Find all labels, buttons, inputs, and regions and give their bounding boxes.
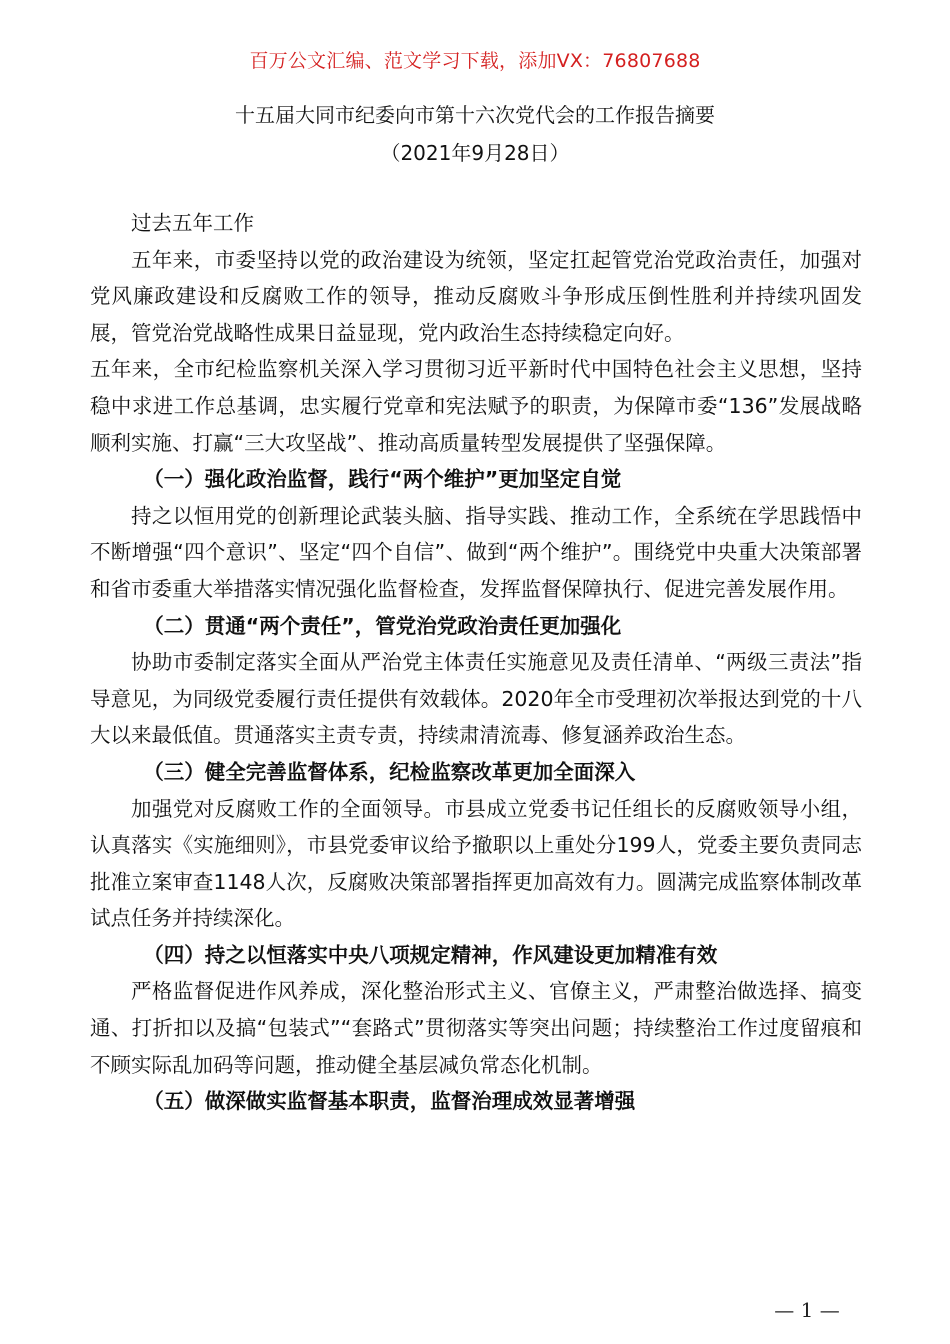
- section-heading-4: （四）持之以恒落实中央八项规定精神，作风建设更加精准有效: [143, 942, 718, 967]
- section-heading-5: （五）做深做实监督基本职责，监督治理成效显著增强: [143, 1089, 636, 1114]
- document-title: 十五届大同市纪委向市第十六次党代会的工作报告摘要: [235, 103, 715, 127]
- section-heading-2: （二）贯通“两个责任”，管党治党政治责任更加强化: [143, 613, 622, 638]
- intro-paragraph-1: 五年来，市委坚持以党的政治建设为统领，坚定扛起管党治党政治责任，加强对党风廉政建设和反腐败工作的领导，推动反腐败斗争形成压倒性胜利并持续巩固发展，管党治党战略性成果日益显现，党内政治生态持续稳定向好。: [90, 247, 862, 345]
- section-text-4: 严格监督促进作风养成，深化整治形式主义、官僚主义，严肃整治做选择、搞变通、打折扣以及搞“包装式”“套路式”贯彻落实等突出问题；持续整治工作过度留痕和不顾实际乱加码等问题，推动健全基层减负常态化机制。: [90, 979, 862, 1077]
- document-date: （2021年9月28日）: [380, 141, 570, 165]
- section-heading-1: （一）强化政治监督，践行“两个维护”更加坚定自觉: [143, 467, 622, 492]
- section-heading-3: （三）健全完善监督体系，纪检监察改革更加全面深入: [143, 759, 636, 784]
- document-body: [90, 205, 862, 1120]
- intro-paragraph-2: 五年来，全市纪检监察机关深入学习贯彻习近平新时代中国特色社会主义思想，坚持稳中求进工作总基调，忠实履行党章和宪法赋予的职责，为保障市委“136”发展战略顺利实施、打赢“三大攻坚战”、推动高质量转型发展提供了坚强保障。: [90, 357, 862, 455]
- intro-heading: 过去五年工作: [131, 211, 254, 235]
- page-number: — 1 —: [774, 1298, 840, 1322]
- section-text-3: 加强党对反腐败工作的全面领导。市县成立党委书记任组长的反腐败领导小组，认真落实《实施细则》，市县党委审议给予撤职以上重处分199人，党委主要负责同志批准立案审查1148人次，反腐败决策部署指挥更加高效有力。圆满完成监察体制改革试点任务并持续深化。: [90, 796, 862, 931]
- section-text-2: 协助市委制定落实全面从严治党主体责任实施意见及责任清单、“两级三责法”指导意见，为同级党委履行责任提供有效载体。2020年全市受理初次举报达到党的十八大以来最低值。贯通落实主责专责，持续肃清流毒、修复涵养政治生态。: [90, 650, 862, 748]
- promo-banner: 百万公文汇编、范文学习下载，添加VX：76807688: [249, 50, 701, 72]
- section-text-1: 持之以恒用党的创新理论武装头脑、指导实践、推动工作，全系统在学思践悟中不断增强“四个意识”、坚定“四个自信”、做到“两个维护”。围绕党中央重大决策部署和省市委重大举措落实情况强化监督检查，发挥监督保障执行、促进完善发展作用。: [90, 503, 862, 601]
